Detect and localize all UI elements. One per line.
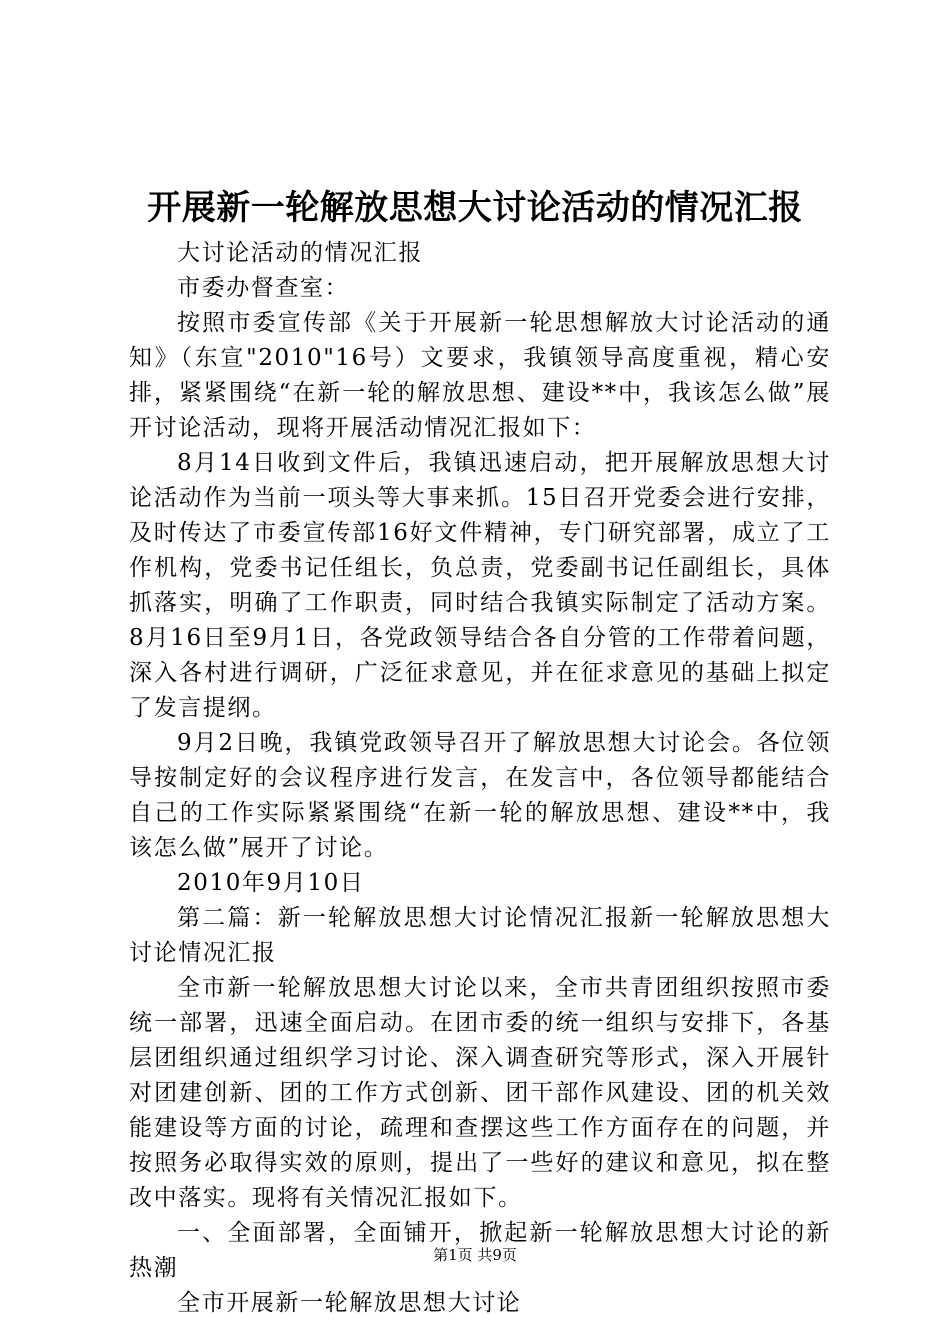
- document-body: [129, 236, 831, 1321]
- paragraph-second-article-title: 第二篇：新一轮解放思想大讨论情况汇报新一轮解放思想大讨论情况汇报: [129, 905, 831, 966]
- paragraph-date: 2010年9月10日: [177, 870, 365, 896]
- paragraph-section-one-heading: 一、全面部署，全面铺开，掀起新一轮解放思想大讨论的新热潮: [129, 1220, 831, 1281]
- page-number-footer: 第1页 共9页: [433, 1246, 517, 1264]
- paragraph-aug-14: 8月14日收到文件后，我镇迅速启动，把开展解放思想大讨论活动作为当前一项头等大事来抓。15日召开党委会进行安排，及时传达了市委宣传部16好文件精神，专门研究部署，成立了工作机构，党委书记任组长，负总责，党委副书记任副组长，具体抓落实，明确了工作职责，同时结合我镇实际制定了活动方案。8月16日至9月1日，各党政领导结合各自分管的工作带着问题，深入各村进行调研，广泛征求意见，并在征求意见的基础上拟定了发言提纲。: [129, 450, 831, 721]
- paragraph-sep-2: 9月2日晚，我镇党政领导召开了解放思想大讨论会。各位领导按制定好的会议程序进行发言，在发言中，各位领导都能结合自己的工作实际紧紧围绕“在新一轮的解放思想、建设**中，我该怎么做”展开了讨论。: [129, 730, 831, 861]
- paragraph-section-one-start: 全市开展新一轮解放思想大讨论: [177, 1290, 522, 1316]
- paragraph-addressee: 市委办督查室：: [177, 275, 350, 301]
- paragraph-subtitle: 大讨论活动的情况汇报: [177, 240, 423, 266]
- document-title: 开展新一轮解放思想大讨论活动的情况汇报: [147, 188, 803, 228]
- paragraph-intro: 按照市委宣传部《关于开展新一轮思想解放大讨论活动的通知》（东宣"2010"16号）文要求，我镇领导高度重视，精心安排，紧紧围绕“在新一轮的解放思想、建设**中，我该怎么做”展开讨论活动，现将开展活动情况汇报如下：: [129, 310, 831, 441]
- paragraph-city-discussion: 全市新一轮解放思想大讨论以来，全市共青团组织按照市委统一部署，迅速全面启动。在团市委的统一组织与安排下，各基层团组织通过组织学习讨论、深入调查研究等形式，深入开展针对团建创新、团的工作方式创新、团干部作风建设、团的机关效能建设等方面的讨论，疏理和查摆这些工作方面存在的问题，并按照务必取得实效的原则，提出了一些好的建议和意见，拟在整改中落实。现将有关情况汇报如下。: [129, 975, 831, 1211]
